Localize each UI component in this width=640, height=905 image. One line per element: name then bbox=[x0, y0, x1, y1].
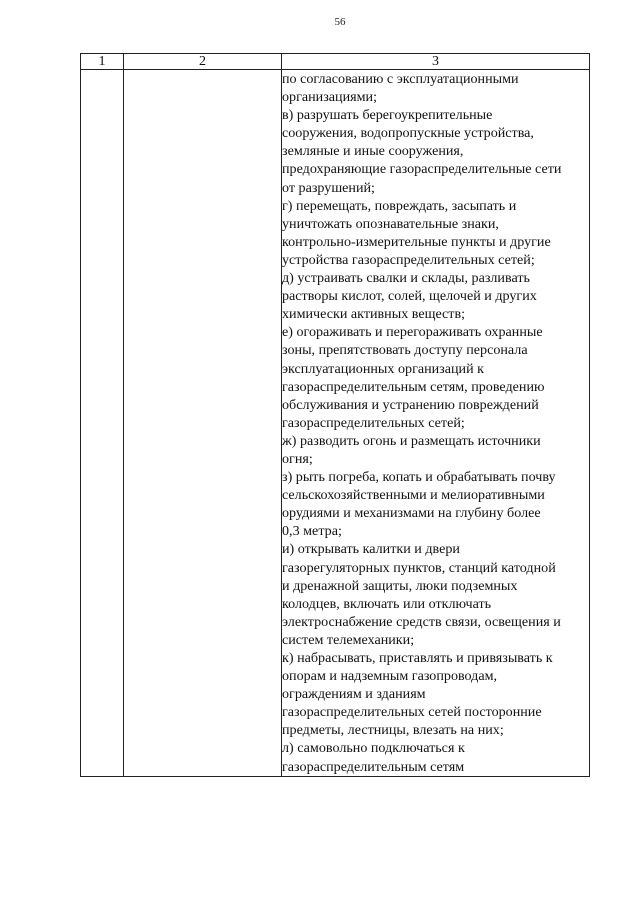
text-line: з) рыть погреба, копать и обрабатывать почву bbox=[282, 469, 556, 486]
text-line: и дренажной защиты, люки подземных bbox=[282, 577, 518, 594]
text-line: обслуживания и устранению повреждений bbox=[282, 396, 539, 413]
column-2-cell bbox=[124, 70, 282, 777]
text-line: колодцев, включать или отключать bbox=[282, 595, 492, 612]
text-line: газорегуляторных пунктов, станций катодной bbox=[282, 559, 556, 576]
header-row bbox=[81, 54, 590, 70]
column-3-cell bbox=[282, 70, 590, 777]
column-header-3: 3 bbox=[282, 54, 590, 70]
text-line: к) набрасывать, приставлять и привязывать к bbox=[282, 650, 553, 666]
text-line: эксплуатационных организаций к bbox=[282, 360, 485, 377]
column-header-2: 2 bbox=[124, 54, 282, 70]
page-number: 56 bbox=[334, 16, 346, 28]
text-line: ж) разводить огонь и размещать источники bbox=[282, 432, 541, 449]
document-table bbox=[80, 53, 590, 777]
text-line: от разрушений; bbox=[282, 179, 375, 196]
text-line: газораспределительным сетям, проведению bbox=[282, 378, 545, 395]
text-line: опорам и надземным газопроводам, bbox=[282, 668, 498, 685]
text-line: газораспределительных сетей; bbox=[282, 414, 465, 431]
column-1-cell bbox=[81, 70, 124, 777]
text-line: организациями; bbox=[282, 89, 377, 106]
text-line: зоны, препятствовать доступу персонала bbox=[282, 342, 528, 359]
text-line: е) огораживать и перегораживать охранные bbox=[282, 324, 543, 341]
table-row bbox=[81, 70, 590, 777]
text-line: предохраняющие газораспределительные сети bbox=[282, 161, 562, 178]
text-line: электроснабжение средств связи, освещения и bbox=[282, 613, 561, 630]
text-line: газораспределительных сетей посторонние bbox=[282, 704, 542, 721]
text-line: г) перемещать, повреждать, засыпать и bbox=[282, 197, 517, 214]
text-line: контрольно-измерительные пункты и другие bbox=[282, 233, 551, 250]
text-line: предметы, лестницы, влезать на них; bbox=[282, 722, 504, 739]
text-line: сооружения, водопропускные устройства, bbox=[282, 125, 534, 142]
text-line: по согласованию с эксплуатационными bbox=[282, 71, 519, 87]
text-line: в) разрушать берегоукрепительные bbox=[282, 107, 493, 124]
text-line: химически активных веществ; bbox=[282, 306, 466, 323]
text-line: земляные и иные сооружения, bbox=[282, 143, 464, 160]
text-line: растворы кислот, солей, щелочей и других bbox=[282, 288, 537, 305]
text-line: газораспределительным сетям bbox=[282, 758, 465, 775]
text-line: огня; bbox=[282, 450, 313, 467]
text-line: д) устраивать свалки и склады, разливать bbox=[282, 270, 530, 287]
text-line: 0,3 метра; bbox=[282, 523, 342, 540]
text-line: систем телемеханики; bbox=[282, 631, 415, 648]
text-line: ограждениям и зданиям bbox=[282, 686, 426, 703]
text-line: и) открывать калитки и двери bbox=[282, 541, 460, 558]
text-line: сельскохозяйственными и мелиоративными bbox=[282, 487, 545, 504]
text-line: орудиями и механизмами на глубину более bbox=[282, 505, 541, 522]
text-line: л) самовольно подключаться к bbox=[282, 740, 465, 757]
column-header-1: 1 bbox=[81, 54, 124, 70]
text-line: устройства газораспределительных сетей; bbox=[282, 251, 535, 268]
text-line: уничтожать опознавательные знаки, bbox=[282, 215, 499, 232]
